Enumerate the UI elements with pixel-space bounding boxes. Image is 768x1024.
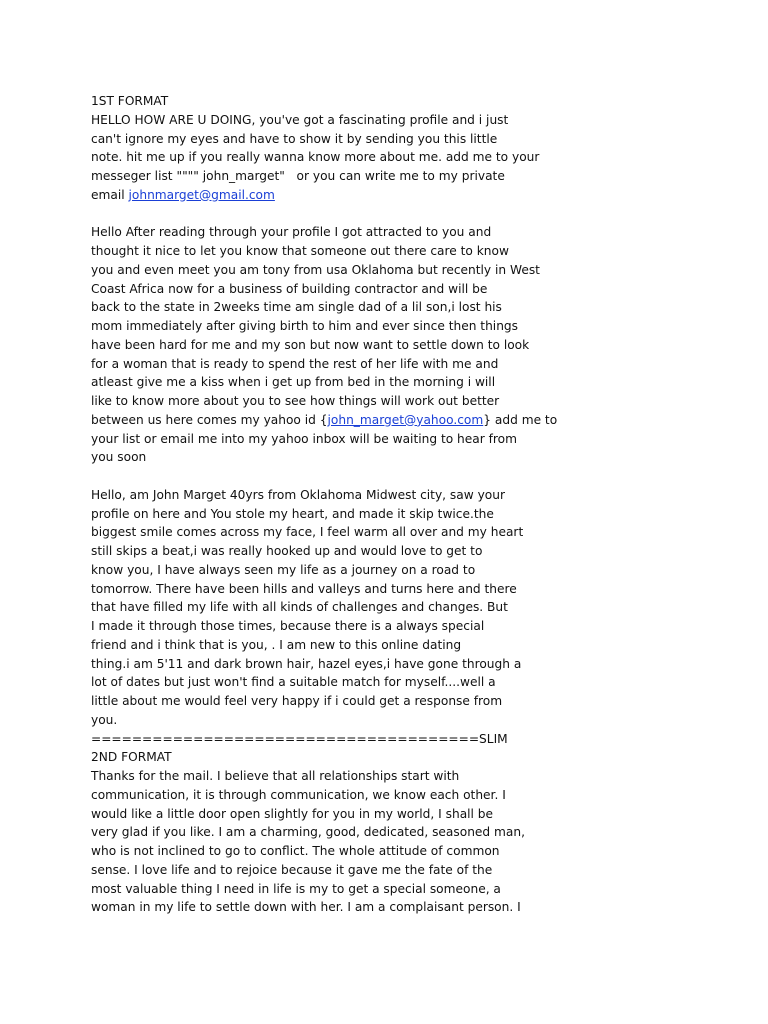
- text-line: would like a little door open slightly for you in my world, I shall be: [91, 806, 494, 821]
- text-line: mom immediately after giving birth to him and ever since then things: [91, 319, 519, 333]
- text-line: thing.i am 5'11 and dark brown hair, hazel eyes,i have gone through a: [91, 656, 522, 671]
- text-line: Thanks for the mail. I believe that all relationships start with: [91, 769, 460, 783]
- text-line: atleast give me a kiss when i get up from bed in the morning i will: [91, 375, 496, 390]
- yahoo-email-link[interactable]: john_marget@yahoo.com: [327, 412, 484, 427]
- text-line: back to the state in 2weeks time am single dad of a lil son,i lost his: [91, 300, 502, 315]
- text-line: Hello, am John Marget 40yrs from Oklahoma Midwest city, saw your: [91, 487, 505, 502]
- text-line: you soon: [91, 450, 147, 465]
- text-line: tomorrow. There have been hills and valleys and turns here and there: [91, 581, 517, 596]
- paragraph-spacer: [91, 467, 531, 486]
- gmail-email-link[interactable]: johnmarget@gmail.com: [128, 187, 275, 202]
- text-line: that have filled my life with all kinds of challenges and changes. But: [91, 600, 508, 615]
- text-line: have been hard for me and my son but now want to settle down to look: [91, 337, 530, 352]
- text-line: Hello After reading through your profile I got attracted to you and: [91, 225, 492, 240]
- text-line: most valuable thing I need in life is my to get a special someone, a: [91, 881, 501, 896]
- text-line: I made it through those times, because there is a always special: [91, 619, 485, 633]
- document-page: [91, 92, 558, 917]
- text-line: you and even meet you am tony from usa Oklahoma but recently in West: [91, 262, 540, 277]
- paragraph-4: [91, 767, 531, 917]
- text-line: sense. I love life and to rejoice because it gave me the fate of the: [91, 862, 493, 877]
- text-line: very glad if you like. I am a charming, good, dedicated, seasoned man,: [91, 825, 525, 840]
- section-heading-1st-format: 1ST FORMAT: [91, 94, 169, 108]
- text-line: biggest smile comes across my face, I feel warm all over and my heart: [91, 525, 524, 540]
- text-fragment: between us here comes my yahoo id {: [91, 412, 328, 427]
- text-line: profile on here and You stole my heart, and made it skip twice.the: [91, 506, 494, 521]
- text-line: friend and i think that is you, . I am new to this online dating: [91, 637, 462, 652]
- text-fragment: } add me to: [483, 412, 558, 427]
- text-line: woman in my life to settle down with her. I am a complaisant person. I: [91, 900, 521, 915]
- text-line: you.: [91, 712, 118, 727]
- text-line: [91, 186, 531, 205]
- text-line: lot of dates but just won't find a suitable match for myself....well a: [91, 675, 496, 690]
- text-line: messeger list """" john_marget" or you can write me to my private: [91, 169, 505, 183]
- section-divider: ======================================SLIM: [91, 731, 508, 746]
- text-line: communication, it is through communication, we know each other. I: [91, 787, 506, 802]
- text-line: know you, I have always seen my life as a journey on a road to: [91, 562, 476, 577]
- text-line: still skips a beat,i was really hooked up and would love to get to: [91, 544, 483, 558]
- text-line: [91, 411, 558, 430]
- text-line: HELLO HOW ARE U DOING, you've got a fascinating profile and i just: [91, 112, 509, 127]
- paragraph-1: [91, 111, 540, 205]
- text-line: can't ignore my eyes and have to show it by sending you this little: [91, 131, 498, 146]
- text-line: little about me would feel very happy if i could get a response from: [91, 694, 503, 708]
- paragraph-2: [91, 223, 558, 467]
- text-line: thought it nice to let you know that someone out there care to know: [91, 244, 509, 258]
- paragraph-spacer: [91, 205, 531, 224]
- text-line: for a woman that is ready to spend the rest of her life with me and: [91, 356, 499, 371]
- text-line: Coast Africa now for a business of building contractor and will be: [91, 281, 488, 296]
- text-line: who is not inclined to go to conflict. The whole attitude of common: [91, 844, 500, 858]
- text-fragment: email: [91, 187, 129, 202]
- section-heading-2nd-format: 2ND FORMAT: [91, 750, 172, 765]
- text-line: like to know more about you to see how things will work out better: [91, 394, 500, 408]
- paragraph-3: [91, 486, 531, 730]
- text-line: note. hit me up if you really wanna know more about me. add me to your: [91, 150, 540, 165]
- text-line: your list or email me into my yahoo inbox will be waiting to hear from: [91, 431, 517, 446]
